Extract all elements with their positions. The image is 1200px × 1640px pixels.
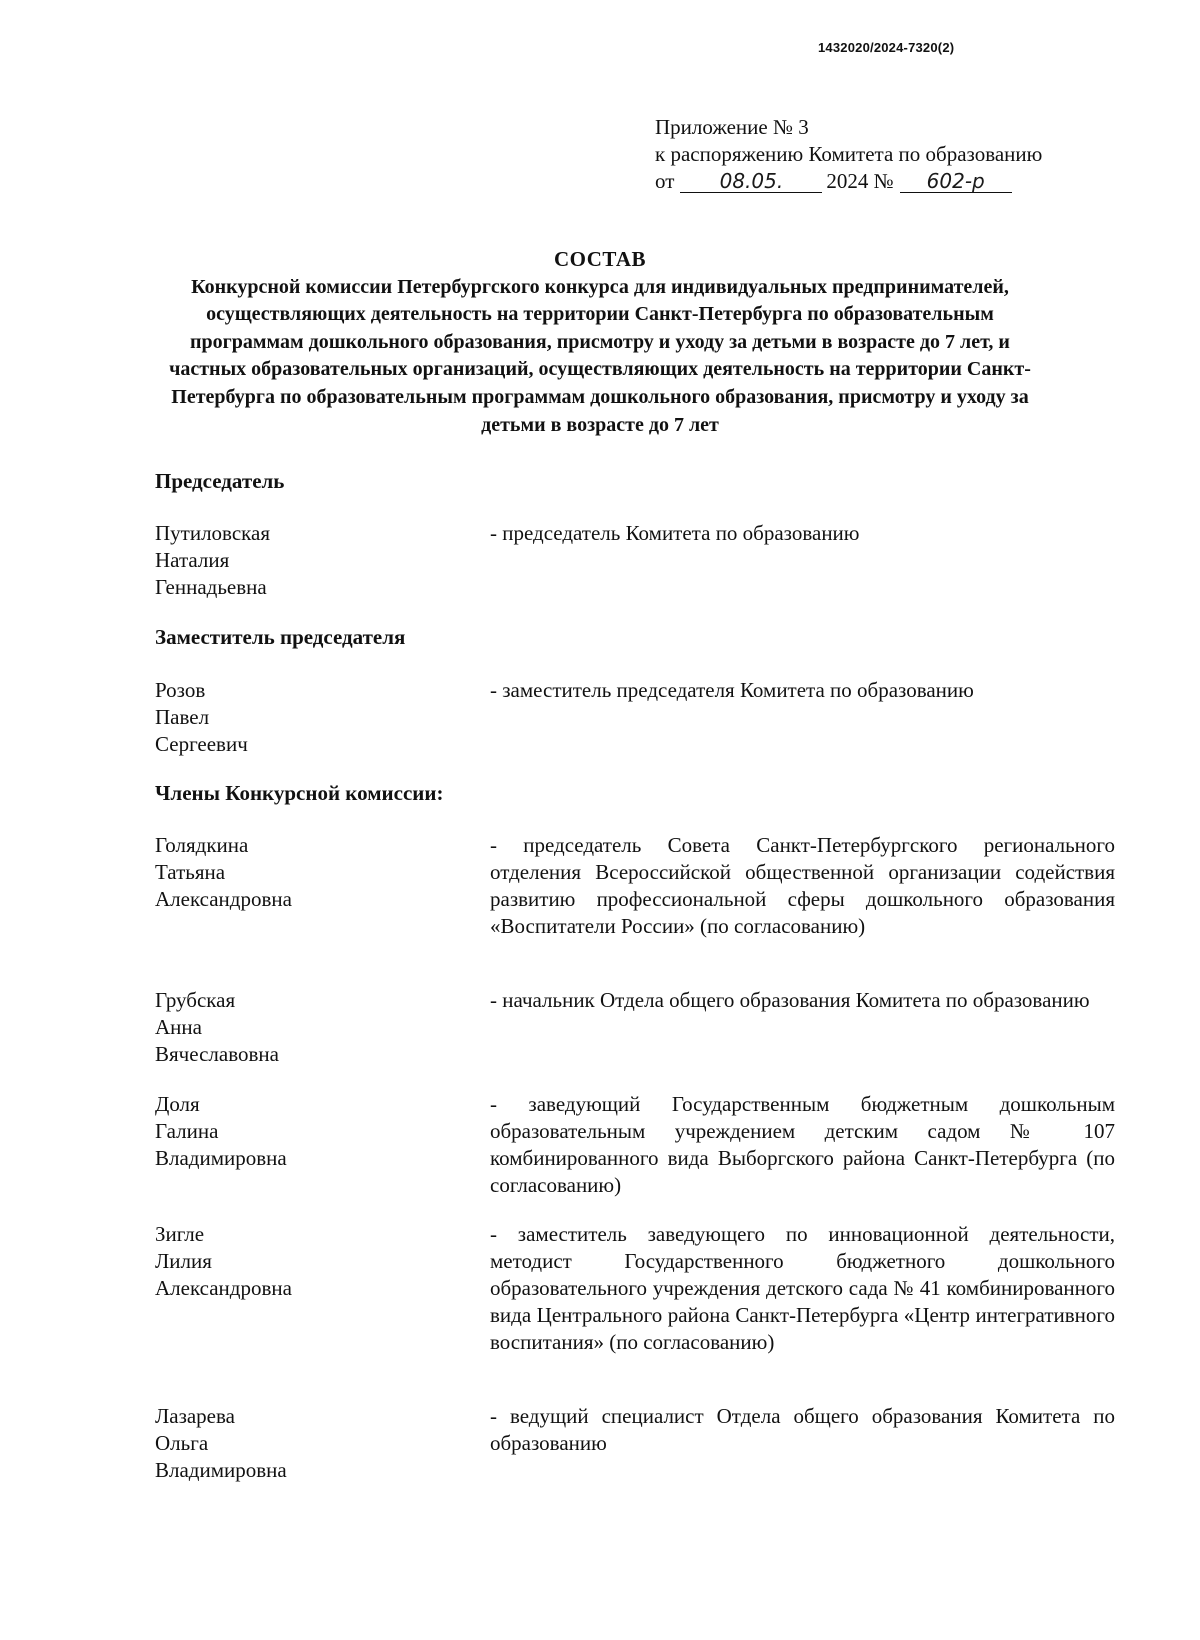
year-and-number-label: 2024 №	[826, 169, 894, 193]
member-role: - начальник Отдела общего образования Комитета по образованию	[490, 988, 1090, 1012]
member-role: - заведующий Государственным бюджетным дошкольным образовательным учреждением детским садом № 107 комбинированного вида Выборгского района Санкт-Петербурга (по согласованию)	[490, 1092, 1115, 1197]
appendix-reference: к распоряжению Комитета по образованию	[655, 142, 1043, 166]
member-name: Голядкина Татьяна Александровна	[155, 833, 292, 911]
appendix-date-line	[655, 168, 1042, 195]
member-role: - ведущий специалист Отдела общего образования Комитета по образованию	[490, 1404, 1115, 1455]
document-title	[150, 246, 1050, 439]
title-subtitle: Конкурсной комиссии Петербургского конкурса для индивидуальных предпринимателей, осуществляющих деятельность на территории Санкт-Петербурга по образовательным программам дошкольного образования, присмотру и уходу за детьми в возрасте до 7 лет, и частных образовательных организаций, осуществляющих деятельность на территории Санкт-Петербурга по образовательным программам дошкольного образования, присмотру и уходу за детьми в возрасте до 7 лет	[169, 275, 1031, 436]
member-name: Доля Галина Владимировна	[155, 1092, 287, 1170]
document-id: 1432020/2024-7320(2)	[818, 40, 955, 55]
member-name: Зигле Лилия Александровна	[155, 1222, 292, 1300]
section-chair: Председатель	[155, 469, 285, 493]
appendix-number: Приложение № 3	[655, 115, 809, 139]
section-deputy: Заместитель председателя	[155, 625, 406, 649]
member-role: - председатель Комитета по образованию	[490, 521, 860, 545]
section-members: Члены Конкурсной комиссии:	[155, 781, 444, 805]
member-name: Грубская Анна Вячеславовна	[155, 988, 279, 1066]
member-name: Лазарева Ольга Владимировна	[155, 1404, 287, 1482]
appendix-header	[655, 114, 1042, 195]
member-name: Путиловская Наталия Геннадьевна	[155, 521, 271, 599]
handwritten-order-number: 602-р	[900, 170, 1012, 193]
handwritten-date: 08.05.	[680, 170, 822, 193]
title-main: СОСТАВ	[553, 247, 647, 271]
member-role: - заместитель председателя Комитета по образованию	[490, 678, 974, 702]
date-prefix: от	[655, 169, 675, 193]
member-role: - заместитель заведующего по инновационной деятельности, методист Государственного бюджетного дошкольного образовательного учреждения детского сада № 41 комбинированного вида Центрального района Санкт-Петербурга «Центр интегративного воспитания» (по согласованию)	[490, 1222, 1115, 1354]
member-name: Розов Павел Сергеевич	[155, 678, 248, 756]
member-role: - председатель Совета Санкт-Петербургского регионального отделения Всероссийской общественной организации содействия развитию профессиональной сферы дошкольного образования «Воспитатели России» (по согласованию)	[490, 833, 1115, 938]
